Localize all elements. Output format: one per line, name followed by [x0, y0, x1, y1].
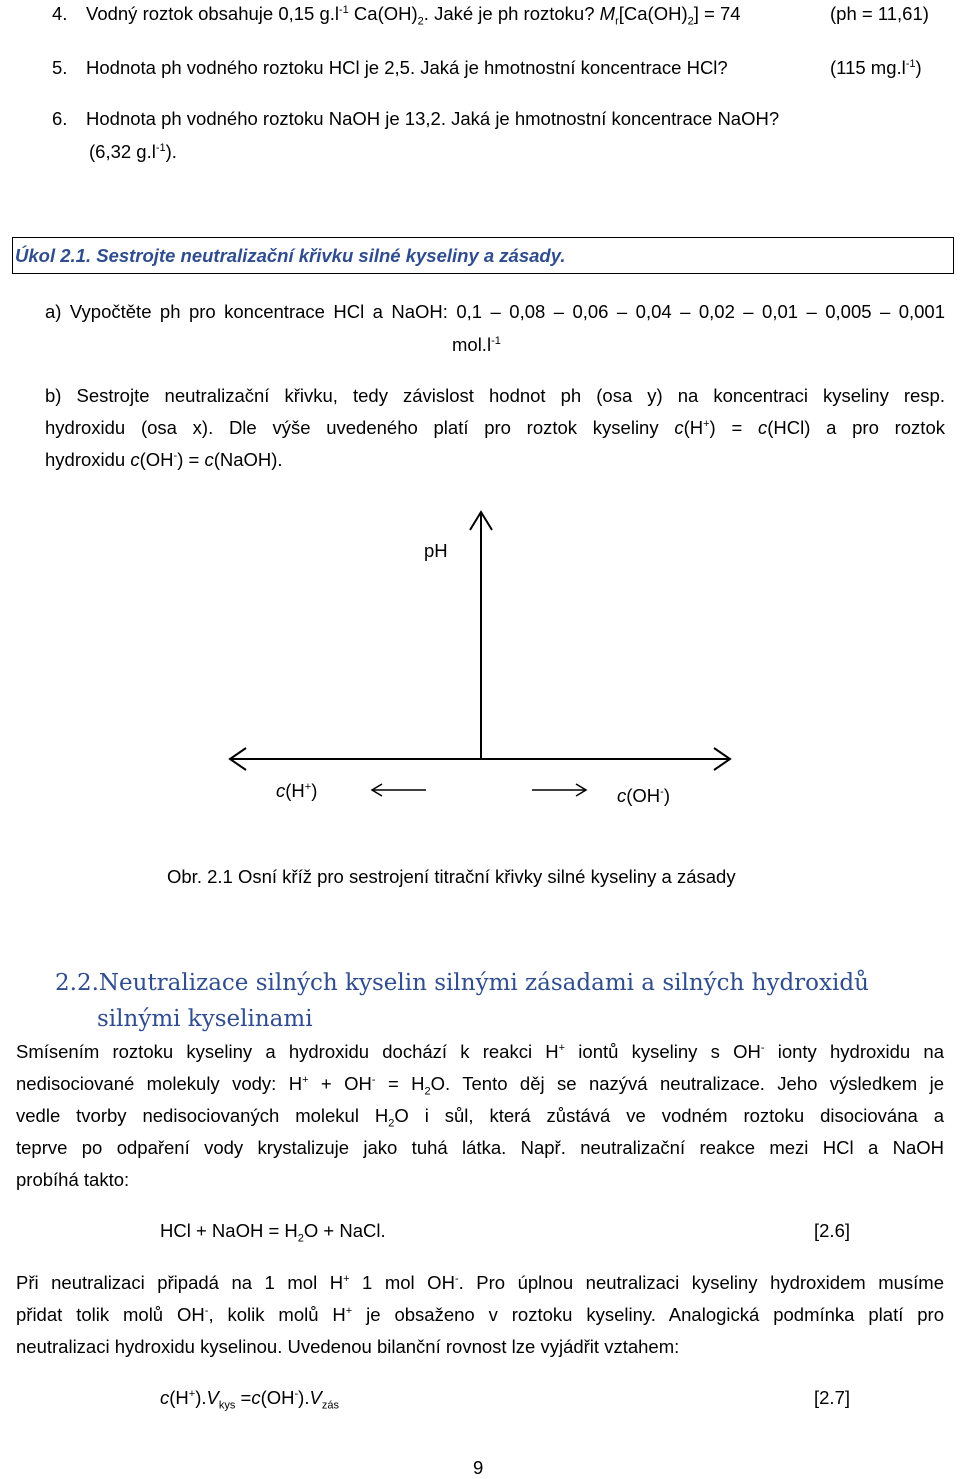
text: (OH — [139, 449, 174, 470]
paragraph-1-line1 — [16, 1036, 944, 1068]
subscript: zás — [321, 1399, 339, 1412]
text: ) = — [709, 417, 758, 438]
paragraph-1-line3 — [16, 1100, 944, 1132]
text: hydroxidu (osa x). Dle výše uvedeného platí pro roztok kyseliny — [45, 417, 675, 438]
figure-caption: Obr. 2.1 Osní kříž pro sestrojení titrační křivky silné kyseliny a zásady — [167, 866, 736, 887]
label-text: (H — [285, 780, 305, 801]
text: (NaOH). — [213, 449, 283, 470]
text: (HCl) a pro roztok — [767, 417, 945, 438]
exercise-6-answer — [89, 141, 177, 163]
task-a-line1: a) Vypočtěte ph pro koncentrace HCl a NaOH: 0,1 – 0,08 – 0,06 – 0,04 – 0,02 – 0,01 – 0,005 – 0,001 — [45, 301, 945, 322]
superscript: -1 — [491, 334, 501, 347]
answer-text: (115 mg.l — [830, 57, 906, 78]
equation-text: (H — [169, 1387, 189, 1408]
unit-text: mol.l — [452, 334, 492, 355]
text: hydroxidu — [45, 449, 131, 470]
superscript: - — [173, 449, 178, 462]
equation-2-6 — [160, 1220, 386, 1245]
section-heading-line2: silnými kyselinami — [97, 1006, 313, 1032]
superscript: + — [703, 417, 710, 430]
superscript: + — [558, 1041, 566, 1054]
subscript: 2 — [424, 1085, 431, 1098]
exercise-text: ] = 74 — [693, 3, 741, 24]
c-symbol: c — [674, 417, 684, 438]
superscript: -1 — [155, 141, 166, 154]
exercise-text: Vodný roztok obsahuje 0,15 g.l — [86, 3, 340, 24]
task-a-line2 — [452, 334, 501, 356]
exercise-4-answer: (ph = 11,61) — [830, 3, 929, 24]
text: vedle tvorby nedisociovaných molekul H — [16, 1105, 389, 1126]
c-symbol: c — [251, 1387, 261, 1408]
superscript: + — [302, 1073, 309, 1086]
exercise-number: 4. — [52, 3, 68, 24]
paragraph-1-line5: probíhá takto: — [16, 1169, 130, 1190]
page-number: 9 — [473, 1457, 484, 1478]
superscript: - — [371, 1073, 376, 1086]
text: iontů kyseliny s OH — [565, 1041, 761, 1062]
equation-text: ). — [195, 1387, 207, 1408]
x-axis-left-label — [276, 780, 317, 802]
exercise-4 — [52, 3, 741, 28]
exercise-number: 5. — [52, 57, 68, 78]
task-box — [12, 237, 954, 274]
text: nedisociované molekuly vody: H — [16, 1073, 303, 1094]
paragraph-2-line1 — [16, 1267, 944, 1299]
text: přidat tolik molů OH — [16, 1304, 205, 1325]
text: Smísením roztoku kyseliny a hydroxidu dochází k reakci H — [16, 1041, 559, 1062]
superscript: + — [304, 780, 312, 793]
subscript: 2 — [417, 15, 424, 28]
c-symbol: c — [276, 780, 286, 801]
exercise-5 — [52, 57, 728, 79]
superscript: - — [660, 785, 664, 798]
superscript: - — [454, 1272, 459, 1285]
exercise-5-answer — [830, 57, 922, 79]
c-symbol: c — [757, 417, 768, 438]
exercise-text: Ca(OH) — [348, 3, 418, 24]
v-symbol: V — [309, 1387, 322, 1408]
subscript: kys — [218, 1399, 236, 1412]
exercise-6 — [52, 108, 779, 130]
text: = H — [375, 1073, 425, 1094]
task-title: Úkol 2.1. Sestrojte neutralizační křivku silné kyseliny a zásady. — [15, 245, 566, 266]
text: (H — [683, 417, 704, 438]
superscript: + — [345, 1304, 353, 1317]
equation-text: HCl + NaOH = H — [160, 1220, 298, 1241]
superscript: -1 — [339, 3, 349, 16]
superscript: - — [204, 1304, 209, 1317]
text: O. Tento děj se nazývá neutralizace. Jeho výsledkem je — [430, 1073, 944, 1094]
paragraph-2-line3: neutralizaci hydroxidu kyselinou. Uvedenou bilanční rovnost lze vyjádřit vztahem: — [16, 1336, 680, 1357]
c-symbol: c — [160, 1387, 170, 1408]
section-heading-line1: 2.2.Neutralizace silných kyselin silnými zásadami a silných hydroxidů — [55, 970, 869, 996]
superscript: -1 — [905, 57, 916, 70]
mr-symbol: M — [599, 3, 616, 24]
y-axis-label: pH — [424, 540, 448, 561]
text: ionty hydroxidu na — [764, 1041, 945, 1062]
text: je obsaženo v roztoku kyseliny. Analogická podmínka platí pro — [352, 1304, 944, 1325]
equation-2-7-number: [2.7] — [814, 1387, 850, 1408]
equation-text: O + NaCl. — [303, 1220, 386, 1241]
text: ) = — [177, 449, 205, 470]
label-text: (OH — [626, 785, 661, 806]
v-symbol: V — [206, 1387, 219, 1408]
paragraph-2-line2 — [16, 1299, 944, 1331]
exercise-text: . Jaké je ph roztoku? — [423, 3, 600, 24]
subscript: r — [615, 15, 619, 28]
task-b-line1: b) Sestrojte neutralizační křivku, tedy závislost hodnot ph (osa y) na koncentraci kyseliny resp. — [45, 385, 945, 406]
exercise-text: Hodnota ph vodného roztoku NaOH je 13,2. Jaká je hmotnostní koncentrace NaOH? — [86, 108, 780, 129]
superscript: + — [343, 1272, 350, 1285]
superscript: - — [760, 1041, 765, 1054]
c-symbol: c — [130, 449, 140, 470]
subscript: 2 — [388, 1117, 395, 1130]
equation-2-7 — [160, 1387, 339, 1412]
label-text: ) — [311, 780, 318, 801]
equation-2-6-number: [2.6] — [814, 1220, 850, 1241]
exercise-text: Hodnota ph vodného roztoku HCl je 2,5. Jaká je hmotnostní koncentrace HCl? — [86, 57, 728, 78]
subscript: 2 — [297, 1232, 304, 1245]
c-symbol: c — [617, 785, 627, 806]
exercise-text: [Ca(OH) — [618, 3, 688, 24]
text: . Pro úplnou neutralizaci kyseliny hydroxidem musíme — [458, 1272, 945, 1293]
paragraph-1-line4: teprve po odpaření vody krystalizuje jako tuhá látka. Např. neutralizační reakce mezi HCl a NaOH — [16, 1137, 944, 1158]
x-axis-right-label — [617, 785, 670, 807]
equation-text: ). — [298, 1387, 310, 1408]
paragraph-1-line2 — [16, 1068, 944, 1100]
c-symbol: c — [204, 449, 214, 470]
text: Při neutralizaci připadá na 1 mol H — [16, 1272, 344, 1293]
equation-text: (OH — [260, 1387, 295, 1408]
subscript: 2 — [687, 15, 694, 28]
label-text: ) — [663, 785, 671, 806]
task-b-line2 — [45, 412, 945, 444]
text: O i sůl, která zůstává ve vodném roztoku disociována a — [394, 1105, 944, 1126]
axis-cross-diagram — [0, 500, 960, 820]
superscript: - — [294, 1387, 299, 1400]
text: 1 mol OH — [349, 1272, 455, 1293]
answer-text: ). — [165, 141, 177, 162]
task-b-line3 — [45, 449, 283, 471]
text: + OH — [308, 1073, 372, 1094]
exercise-number: 6. — [52, 108, 68, 129]
equation-text: = — [235, 1387, 252, 1408]
text: , kolik molů H — [208, 1304, 346, 1325]
superscript: + — [188, 1387, 196, 1400]
answer-text: (6,32 g.l — [89, 141, 156, 162]
answer-text: ) — [915, 57, 922, 78]
